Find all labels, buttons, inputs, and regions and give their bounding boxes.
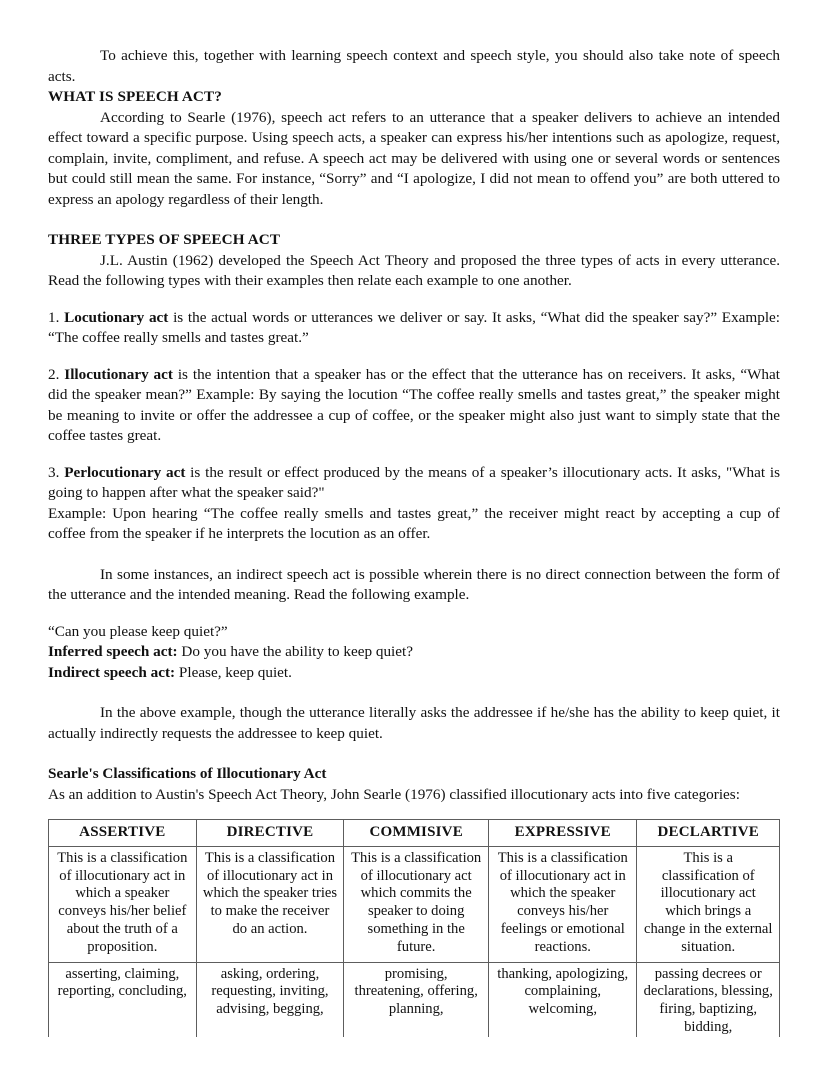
table-cell-description-assertive: This is a classification of illocutionary act in which a speaker conveys his/her belief about the truth of a proposition. [49,846,197,962]
paragraph-three-types-intro: J.L. Austin (1962) developed the Speech Act Theory and proposed the three types of acts in every utterance. Read the following types with their examples then relate each example to one another. [48,251,780,290]
term-perlocutionary-act: Perlocutionary act [64,463,186,481]
table-header-row [49,820,780,846]
paragraph-indirect-speech-act: In some instances, an indirect speech act is possible wherein there is no direct connection between the form of the utterance and the intended meaning. Read the following example. [48,565,780,604]
spacer [48,349,780,365]
paragraph-speech-act-definition: According to Searle (1976), speech act refers to an utterance that a speaker delivers to achieve an intended effect toward a specific purpose. Using speech acts, a speaker can express his/her intentions such as apologize, request, complain, invite, compliment, and refuse. A speech act may be delivered with using one or several words or sentences but could still mean the same. For instance, “Sorry” and “I apologize, I did not mean to offend you” are both uttered to express an apology regardless of their length. [48,108,780,208]
intro-paragraph: To achieve this, together with learning speech context and speech style, you should also take note of speech acts. [48,47,780,85]
inferred-speech-act-value: Do you have the ability to keep quiet? [177,643,413,661]
table-header-assertive: ASSERTIVE [49,820,197,846]
spacer [48,744,780,764]
list-item-locutionary [48,308,780,349]
table-cell-verbs-declartive: passing decrees or declarations, blessing, firing, baptizing, bidding, [637,962,780,1037]
spacer [48,606,780,622]
item-text-illocutionary: is the intention that a speaker has or the effect that the utterance has on receivers. It asks, “What did the speaker mean?” Example: By saying the locution “The coffee really smells and tastes great,” the speaker might be meaning to invite or offer the addressee a cup of coffee, or the speaker might also just want to simply state that the coffee tastes great. [48,365,780,445]
paragraph-searle-categories: As an addition to Austin's Speech Act Theory, John Searle (1976) classified illocutionary acts into five categories: [48,785,740,803]
table-cell-description-expressive: This is a classification of illocutionary act in which the speaker conveys his/her feelings or emotional reactions. [489,846,637,962]
list-item-illocutionary [48,365,780,447]
term-locutionary-act: Locutionary act [64,308,169,326]
table-row [49,962,780,1037]
table-cell-description-directive: This is a classification of illocutionary act in which the speaker tries to make the receiver do an action. [196,846,344,962]
heading-what-is-speech-act: WHAT IS SPEECH ACT? [48,88,222,106]
table-cell-verbs-expressive: thanking, apologizing, complaining, welcoming, [489,962,637,1037]
spacer [48,292,780,308]
spacer [48,545,780,565]
inferred-speech-act-line [48,642,780,663]
paragraph-above-example: In the above example, though the utterance literally asks the addressee if he/she has the ability to keep quiet, it actually indirectly requests the addressee to keep quiet. [48,704,780,742]
classifications-table [48,819,780,1037]
list-item-perlocutionary [48,463,780,504]
example-quote: “Can you please keep quiet?” [48,622,228,640]
indirect-speech-act-value: Please, keep quiet. [175,663,292,681]
item-number-3: 3. [48,463,60,481]
item-text-perlocutionary: is the result or effect produced by the means of a speaker’s illocutionary acts. It asks, "What is going to happen after what the speaker said?" [48,463,780,502]
table-cell-verbs-directive: asking, ordering, requesting, inviting, advising, begging, [196,962,344,1037]
table-cell-description-declartive: This is a classification of illocutionary act which brings a change in the external situation. [637,846,780,962]
spacer [48,447,780,463]
paragraph-perlocutionary-example: Example: Upon hearing “The coffee really smells and tastes great,” the receiver might react by accepting a cup of coffee from the speaker if he interprets the locution as an offer. [48,504,780,543]
spacer [48,210,780,230]
table-header-directive: DIRECTIVE [196,820,344,846]
indirect-speech-act-label: Indirect speech act: [48,663,176,681]
classifications-table-wrapper [48,805,780,1037]
indirect-speech-act-line [48,663,780,684]
document-body [48,46,780,1037]
term-illocutionary-act: Illocutionary act [64,365,173,383]
heading-searle-classifications: Searle's Classifications of Illocutionary Act [48,765,327,783]
spacer [48,683,780,703]
table-cell-description-commisive: This is a classification of illocutionary act which commits the speaker to doing something in the future. [344,846,489,962]
table-header-declartive: DECLARTIVE [637,820,780,846]
table-header-expressive: EXPRESSIVE [489,820,637,846]
item-number-1: 1. [48,308,60,326]
heading-three-types: THREE TYPES OF SPEECH ACT [48,231,281,249]
item-number-2: 2. [48,365,60,383]
table-row [49,846,780,962]
inferred-speech-act-label: Inferred speech act: [48,643,178,661]
table-cell-verbs-assertive: asserting, claiming, reporting, concluding, [49,962,197,1037]
table-header-commisive: COMMISIVE [344,820,489,846]
item-text-locutionary: is the actual words or utterances we deliver or say. It asks, “What did the speaker say?” Example: “The coffee really smells and tastes great.” [48,308,780,347]
table-cell-verbs-commisive: promising, threatening, offering, planning, [344,962,489,1037]
